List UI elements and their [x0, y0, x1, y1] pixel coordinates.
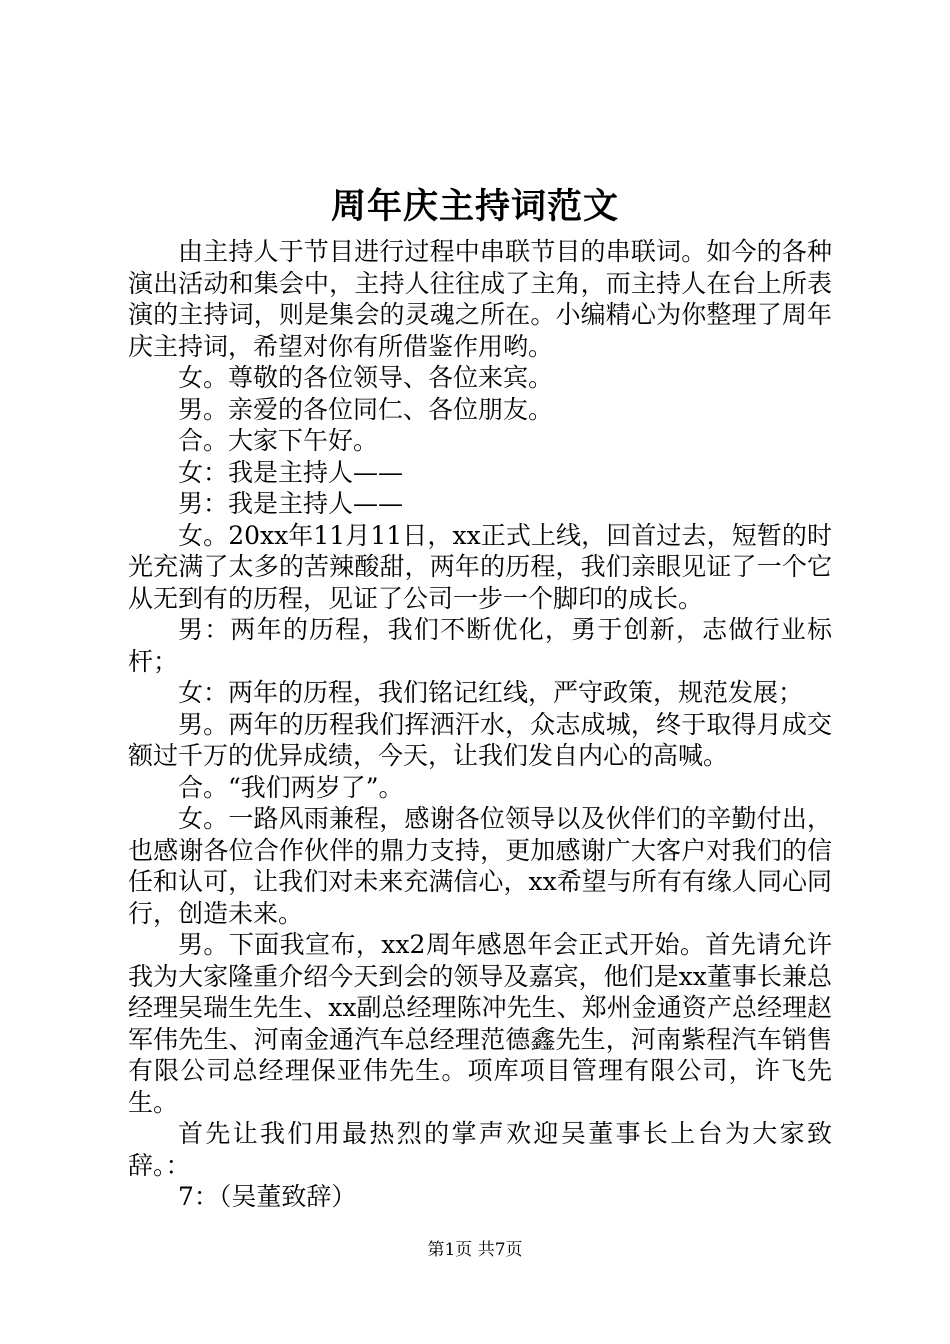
document-title: 周年庆主持词范文 — [330, 186, 619, 227]
paragraph: 7：（吴董致辞） — [178, 1182, 357, 1211]
paragraph: 女。20xx年11月11日，xx正式上线，回首过去，短暂的时光充满了太多的苦辣酸甜，两年的历程，我们亲眼见证了一个它从无到有的历程，见证了公司一步一个脚印的成长。 — [128, 520, 832, 613]
paragraph: 首先让我们用最热烈的掌声欢迎吴董事长上台为大家致辞。： — [128, 1119, 832, 1180]
paragraph: 男：两年的历程，我们不断优化，勇于创新，志做行业标杆； — [128, 615, 832, 676]
paragraph: 合。“我们两岁了”。 — [178, 772, 404, 802]
paragraph: 女。尊敬的各位领导、各位来宾。 — [178, 363, 554, 392]
paragraph: 合。大家下午好。 — [178, 426, 379, 455]
paragraph: 男。下面我宣布，xx2周年感恩年会正式开始。首先请允许我为大家隆重介绍今天到会的领导及嘉宾，他们是xx董事长兼总经理吴瑞生先生、xx副总经理陈冲先生、郑州金通资产总经理赵军伟先生、河南金通汽车总经理范德鑫先生，河南紫程汽车销售有限公司总经理保亚伟先生。项库项目管理有限公司，许飞先生。 — [128, 930, 832, 1117]
paragraph: 女：两年的历程，我们铭记红线，严守政策，规范发展； — [178, 678, 804, 707]
document-body — [128, 236, 832, 1213]
paragraph: 女：我是主持人—— — [178, 457, 404, 487]
paragraph: 男：我是主持人—— — [178, 489, 404, 518]
page-footer: 第1页 共7页 — [427, 1240, 523, 1260]
paragraph: 男。两年的历程我们挥洒汗水，众志成城，终于取得月成交额过千万的优异成绩，今天，让我们发自内心的高喊。 — [128, 709, 832, 770]
paragraph-intro: 由主持人于节目进行过程中串联节目的串联词。如今的各种演出活动和集会中，主持人往往成了主角，而主持人在台上所表演的主持词，则是集会的灵魂之所在。小编精心为你整理了周年庆主持词，希望对你有所借鉴作用哟。 — [128, 237, 832, 361]
paragraph: 女。一路风雨兼程，感谢各位领导以及伙伴们的辛勤付出，也感谢各位合作伙伴的鼎力支持，更加感谢广大客户对我们的信任和认可，让我们对未来充满信心，xx希望与所有有缘人同心同行，创造未来。 — [128, 804, 832, 928]
paragraph: 男。亲爱的各位同仁、各位朋友。 — [178, 394, 554, 424]
